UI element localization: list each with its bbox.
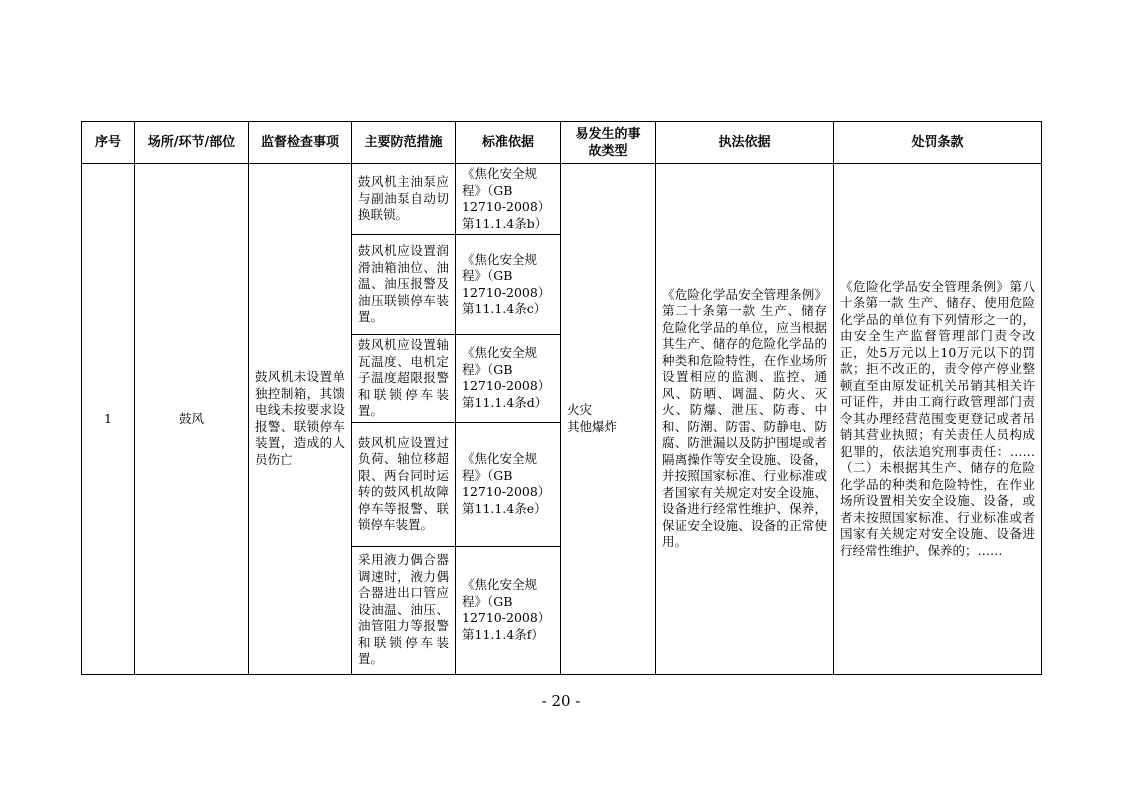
cell-measure: 鼓风机应设置过负荷、轴位移超限、两台同时运转的鼓风机故障停车等报警、联锁停车装置。 [352, 422, 456, 546]
header-accident-line2: 故类型 [588, 143, 628, 159]
header-place: 场所/环节/部位 [135, 122, 249, 164]
cell-measure: 鼓风机主油泵应与副油泵自动切换联锁。 [352, 164, 456, 235]
cell-standard: 《焦化安全规程》（GB 12710-2008）第11.1.4条f） [456, 546, 561, 674]
accident-type-1: 火灾 [567, 402, 593, 418]
cell-seq: 1 [82, 164, 135, 675]
header-accident-type [561, 122, 656, 164]
cell-law: 《危险化学品安全管理条例》第二十条第一款 生产、储存危险化学品的单位，应当根据其生产、储存的危险化学品的种类和危险特性，在作业场所设置相应的监测、监控、通风、防晒、调温、防火、灭火、防爆、泄压、防毒、中和、防潮、防雷、防静电、防腐、防泄漏以及防护围堤或者隔离操作等安全设施、设备，并按照国家标准、行业标准或者国家有关规定对安全设施、设备进行经常性维护、保养，保证安全设施、设备的正常使用。 [656, 164, 834, 675]
page-number: - 20 - [541, 692, 581, 710]
cell-standard: 《焦化安全规程》（GB 12710-2008）第11.1.4条b） [456, 164, 561, 235]
header-law: 执法依据 [656, 122, 834, 164]
header-seq: 序号 [82, 122, 135, 164]
table-row [82, 164, 1042, 235]
accident-type-2: 其他爆炸 [567, 418, 618, 434]
cell-measure: 采用液力偶合器调速时，液力偶合器进出口管应设油温、油压、油管阻力等报警和联锁停车装置。 [352, 546, 456, 674]
inspection-table [81, 121, 1042, 675]
cell-penalty: 《危险化学品安全管理条例》第八十条第一款 生产、储存、使用危险化学品的单位有下列情形之一的，由安全生产监督管理部门责令改正，处5万元以上10万元以下的罚款；拒不改正的，责令停产停业整顿直至由原发证机关吊销其相关许可证件，并由工商行政管理部门责令其办理经营范围变更登记或者吊销其营业执照；有关责任人员构成犯罪的，依法追究刑事责任：……（二）未根据其生产、储存的危险化学品的种类和危险特性，在作业场所设置相关安全设施、设备，或者未按照国家标准、行业标准或者国家有关规定对安全设施、设备进行经常性维护、保养的；…… [834, 164, 1042, 675]
cell-standard: 《焦化安全规程》（GB 12710-2008）第11.1.4条d） [456, 335, 561, 423]
header-penalty: 处罚条款 [834, 122, 1042, 164]
cell-item: 鼓风机未设置单独控制箱，其馈电线未按要求设报警、联锁停车装置，造成的人员伤亡 [249, 164, 352, 675]
cell-measure: 鼓风机应设置润滑油箱油位、油温、油压报警及油压联锁停车装置。 [352, 235, 456, 335]
header-row [82, 122, 1042, 164]
header-item: 监督检查事项 [249, 122, 352, 164]
cell-standard: 《焦化安全规程》（GB 12710-2008）第11.1.4条e） [456, 422, 561, 546]
cell-standard: 《焦化安全规程》（GB 12710-2008）第11.1.4条c） [456, 235, 561, 335]
header-accident-line1: 易发生的事 [575, 126, 641, 142]
header-measure: 主要防范措施 [352, 122, 456, 164]
header-standard: 标准依据 [456, 122, 561, 164]
cell-place: 鼓风 [135, 164, 249, 675]
cell-measure: 鼓风机应设置轴瓦温度、电机定子温度超限报警和联锁停车装置。 [352, 335, 456, 423]
cell-accident-type [561, 164, 656, 675]
